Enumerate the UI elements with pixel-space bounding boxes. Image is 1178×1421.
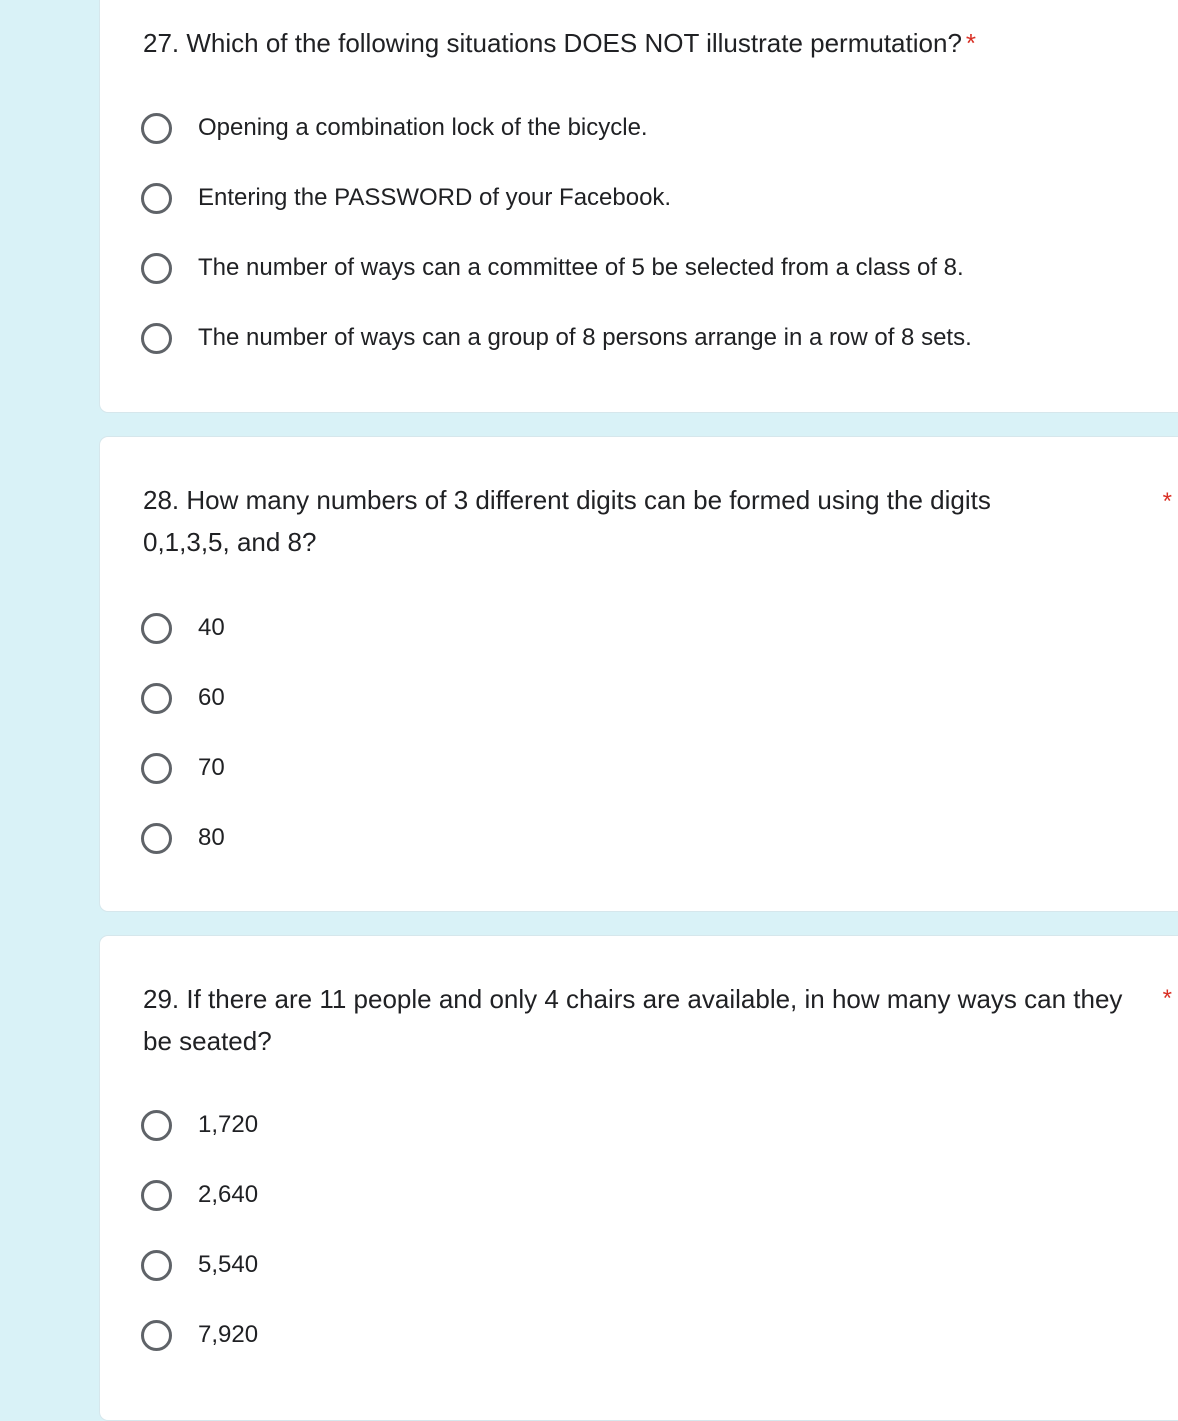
radio-button[interactable] bbox=[141, 683, 172, 714]
option-label: The number of ways can a group of 8 persons arrange in a row of 8 sets. bbox=[198, 324, 972, 351]
radio-option[interactable] bbox=[141, 303, 1178, 373]
option-label: 70 bbox=[198, 754, 225, 781]
question-text: 27. Which of the following situations DOES NOT illustrate permutation? bbox=[143, 28, 962, 58]
option-label: 7,920 bbox=[198, 1321, 259, 1348]
radio-button[interactable] bbox=[141, 1320, 172, 1351]
radio-button[interactable] bbox=[141, 253, 172, 284]
radio-option[interactable] bbox=[141, 1300, 1178, 1370]
question-card-28 bbox=[99, 436, 1178, 912]
option-label: Entering the PASSWORD of your Facebook. bbox=[198, 184, 672, 211]
option-label: 2,640 bbox=[198, 1181, 259, 1208]
question-title: 28. How many numbers of 3 different digits can be formed using the digits 0,1,3,5, and 8? bbox=[143, 485, 991, 557]
radio-option[interactable] bbox=[141, 1230, 1178, 1300]
question-title: 29. If there are 11 people and only 4 chairs are available, in how many ways can they be seated? bbox=[143, 984, 1123, 1056]
radio-option[interactable] bbox=[141, 1090, 1178, 1160]
radio-group bbox=[141, 1090, 1178, 1370]
radio-button[interactable] bbox=[141, 113, 172, 144]
question-card-29 bbox=[99, 935, 1178, 1421]
required-asterisk: * bbox=[965, 28, 977, 58]
radio-button[interactable] bbox=[141, 323, 172, 354]
radio-option[interactable] bbox=[141, 593, 1178, 663]
radio-option[interactable] bbox=[141, 93, 1178, 163]
option-label: 1,720 bbox=[198, 1111, 259, 1138]
radio-option[interactable] bbox=[141, 1160, 1178, 1230]
question-title bbox=[143, 22, 1083, 64]
radio-option[interactable] bbox=[141, 233, 1178, 303]
radio-button[interactable] bbox=[141, 823, 172, 854]
radio-option[interactable] bbox=[141, 663, 1178, 733]
option-label: The number of ways can a committee of 5 be selected from a class of 8. bbox=[198, 254, 964, 281]
radio-button[interactable] bbox=[141, 1180, 172, 1211]
option-label: 80 bbox=[198, 824, 225, 851]
radio-button[interactable] bbox=[141, 613, 172, 644]
radio-button[interactable] bbox=[141, 1110, 172, 1141]
radio-button[interactable] bbox=[141, 1250, 172, 1281]
option-label: 5,540 bbox=[198, 1251, 259, 1278]
radio-option[interactable] bbox=[141, 733, 1178, 803]
option-label: Opening a combination lock of the bicycle. bbox=[198, 114, 648, 141]
radio-option[interactable] bbox=[141, 803, 1178, 873]
radio-option[interactable] bbox=[141, 163, 1178, 233]
radio-button[interactable] bbox=[141, 183, 172, 214]
required-asterisk: * bbox=[1162, 985, 1172, 1012]
question-card-27 bbox=[99, 0, 1178, 413]
radio-group bbox=[141, 93, 1178, 373]
required-asterisk: * bbox=[1162, 488, 1172, 515]
radio-button[interactable] bbox=[141, 753, 172, 784]
option-label: 60 bbox=[198, 684, 225, 711]
radio-group bbox=[141, 593, 1178, 873]
option-label: 40 bbox=[198, 614, 225, 641]
